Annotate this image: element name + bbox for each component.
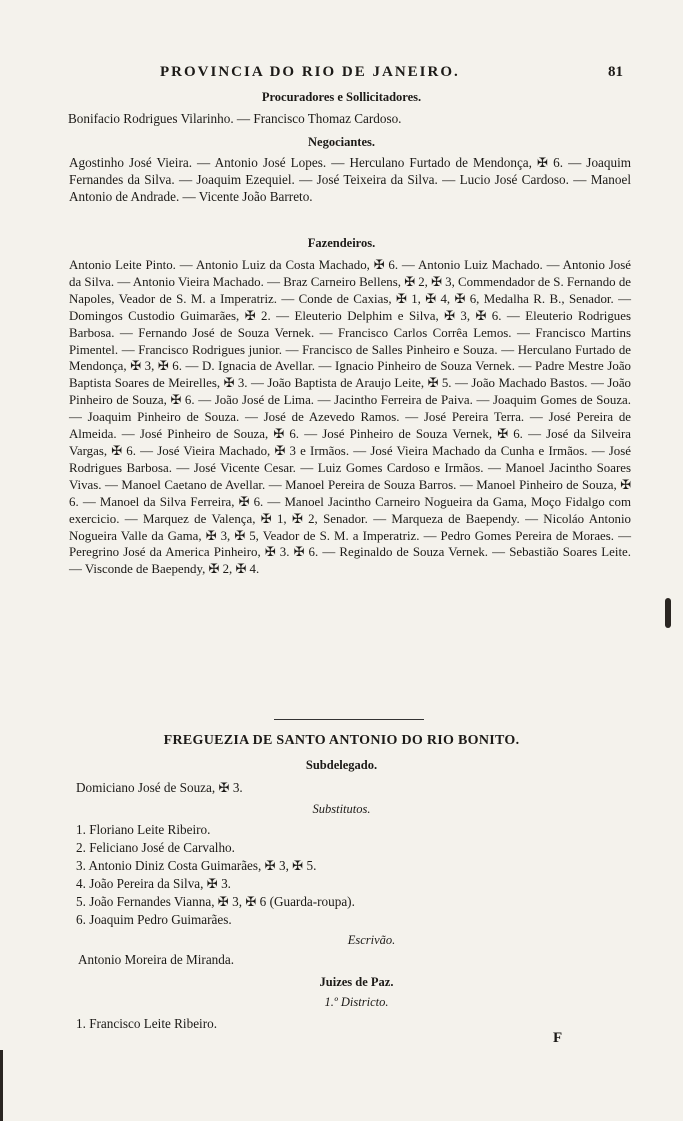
substitutos-heading: Substitutos.	[312, 802, 371, 816]
substituto-item: 6. Joaquim Pedro Guimarães.	[76, 912, 232, 927]
juizes-heading: Juizes de Paz.	[319, 975, 394, 989]
subdelegado-heading: Subdelegado.	[305, 758, 378, 772]
section-heading-fazendeiros: Fazendeiros.	[307, 236, 376, 250]
substituto-item: 3. Antonio Diniz Costa Guimarães, ✠ 3, ✠ 5.	[76, 858, 317, 873]
page-number: 81	[608, 64, 623, 80]
scan-edge-left	[0, 1050, 3, 1121]
distrito-heading: 1.º Districto.	[324, 995, 389, 1009]
substituto-item: 5. João Fernandes Vianna, ✠ 3, ✠ 6 (Guarda-roupa).	[76, 894, 355, 909]
scan-edge-right	[665, 598, 671, 628]
juiz-item: 1. Francisco Leite Ribeiro.	[76, 1016, 217, 1031]
escrivao-heading: Escrivão.	[347, 933, 396, 947]
signature-mark: F	[553, 1030, 563, 1046]
subdelegado-name: Domiciano José de Souza, ✠ 3.	[76, 780, 243, 795]
page-title: PROVINCIA DO RIO DE JANEIRO.	[160, 64, 460, 80]
section-heading-procuradores: Procuradores e Sollicitadores.	[261, 90, 422, 104]
section-heading-negociantes: Negociantes.	[308, 135, 375, 149]
parish-title: FREGUEZIA DE SANTO ANTONIO DO RIO BONITO.	[163, 733, 520, 748]
substituto-item: 1. Floriano Leite Ribeiro.	[76, 822, 211, 837]
procuradores-text: Bonifacio Rodrigues Vilarinho. — Francisco Thomaz Cardoso.	[68, 111, 402, 126]
substituto-item: 2. Feliciano José de Carvalho.	[76, 840, 235, 855]
fazendeiros-text: Antonio Leite Pinto. — Antonio Luiz da Costa Machado, ✠ 6. — Antonio Luiz Machado. — Antonio José da Silva. — Antonio Vieira Machado. — Braz Carneiro Bellens, ✠ 2, ✠ 3, Commendador de S. Fernando de Napoles, Veador de S. M. a Imperatriz. — Conde de Caxias, ✠ 1, ✠ 4, ✠ 6, Medalha R. B., Senador. — Domingos Custodio Guimarães, ✠ 2. — Eleuterio Delphim e Silva, ✠ 3, ✠ 6. — Eleuterio Rodrigues Barbosa. — Fernando José de Souza Vernek. — Francisco Carlos Corrêa Lemos. — Francisco Martins Pimentel. — Francisco Rodrigues junior. — Francisco de Salles Pinheiro e Souza. — Herculano Furtado de Mendonça, ✠ 3, ✠ 6. — D. Ignacia de Avellar. — Ignacio Pinheiro de Souza Vernek. — Padre Mestre João Baptista Soares de Meirelles, ✠ 3. — João Baptista de Araujo Leite, ✠ 5. — João Machado Bastos. — João Pinheiro de Souza, ✠ 6. — João José de Lima. — Jacintho Ferreira de Paiva. — Joaquim Gomes de Souza. — Joaquim Pinheiro de Souza. — José de Azevedo Ramos. — José Pereira Terra. — José Pereira de Almeida. — José Pinheiro de Souza, ✠ 6. — José Pinheiro de Souza Vernek, ✠ 6. — José da Silveira Vargas, ✠ 6. — José Vieira Machado, ✠ 3 e Irmãos. — José Vieira Machado da Cunha e Irmãos. — José Rodrigues Barbosa. — José Vicente Cesar. — Luiz Gomes Cardoso e Irmãos. — Manoel Jacintho Soares Vivas. — Manoel Caetano de Avellar. — Manoel Pereira de Souza Barros. — Manoel Pinheiro de Souza, ✠ 6. — Manoel da Silva Ferreira, ✠ 6. — Manoel Jacintho Carneiro Nogueira da Gama, Moço Fidalgo com exercicio. — Marquez de Valença, ✠ 1, ✠ 2, Senador. — Marqueza de Baependy. — Nicoláo Antonio Nogueira Valle da Gama, ✠ 3, ✠ 5, Veador de S. M. a Imperatriz. — Pedro Gomes Pereira de Moraes. — Peregrino José da America Pinheiro, ✠ 3. ✠ 6. — Reginaldo de Souza Vernek. — Sebastião Soares Leite. — Visconde de Baependy, ✠ 2, ✠ 4.	[69, 258, 631, 577]
substituto-item: 4. João Pereira da Silva, ✠ 3.	[76, 876, 231, 891]
negociantes-text: Agostinho José Vieira. — Antonio José Lopes. — Herculano Furtado de Mendonça, ✠ 6. — Joaquim Fernandes da Silva. — Joaquim Ezequiel. — José Teixeira da Silva. — Lucio José Cardoso. — Manoel Antonio de Andrade. — Vicente João Barreto.	[69, 155, 631, 205]
section-divider	[274, 719, 424, 720]
escrivao-name: Antonio Moreira de Miranda.	[78, 952, 235, 967]
